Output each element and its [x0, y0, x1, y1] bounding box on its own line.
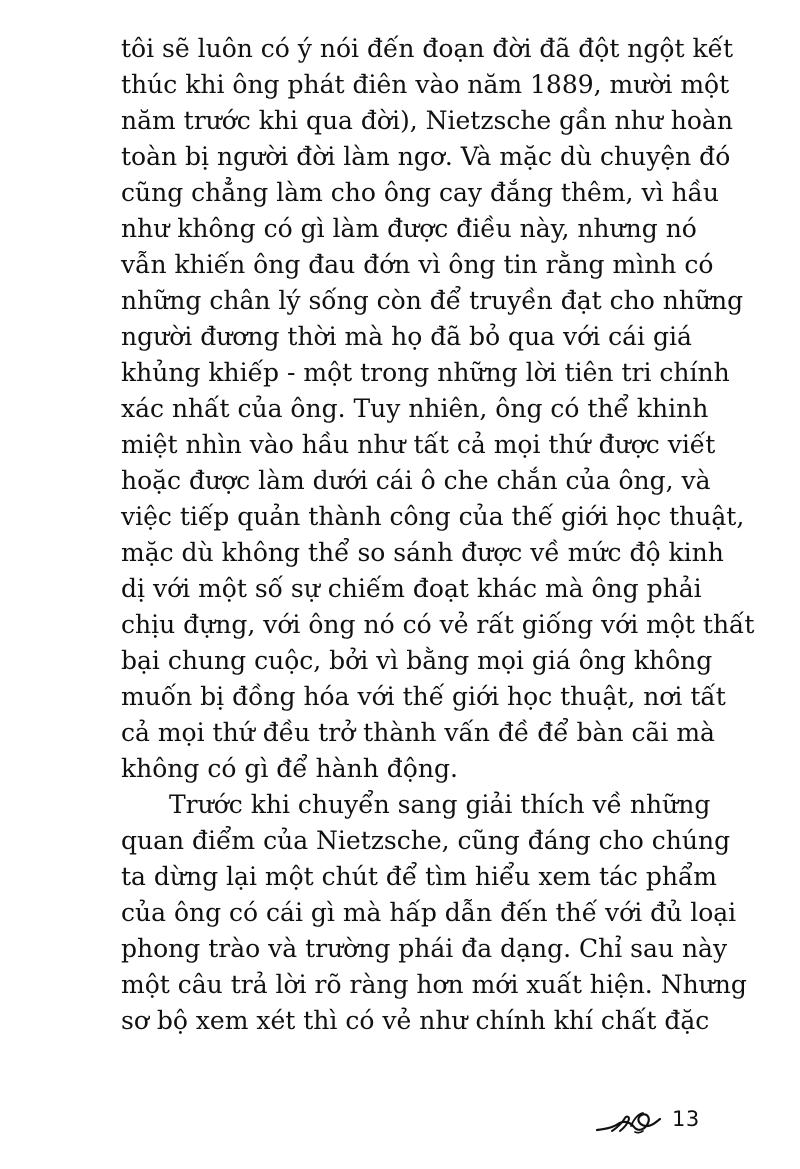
text-line: quan điểm của Nietzsche, cũng đáng cho chúng	[121, 826, 731, 855]
text-line: cả mọi thứ đều trở thành vấn đề để bàn cãi mà	[121, 718, 715, 747]
text-line: cũng chẳng làm cho ông cay đắng thêm, vì hầu	[121, 178, 720, 207]
text-line: tôi sẽ luôn có ý nói đến đoạn đời đã đột ngột kết	[121, 34, 734, 63]
text-line: người đương thời mà họ đã bỏ qua với cái giá	[121, 322, 692, 351]
page-body-text	[121, 31, 755, 1039]
text-line: chịu đựng, với ông nó có vẻ rất giống với một thất	[121, 610, 755, 639]
text-line: xác nhất của ông. Tuy nhiên, ông có thể khinh	[121, 394, 709, 423]
text-line: vẫn khiến ông đau đớn vì ông tin rằng mình có	[121, 250, 714, 279]
text-line: dị với một số sự chiếm đoạt khác mà ông phải	[121, 574, 702, 603]
page-number: 13	[672, 1107, 700, 1131]
page-footer	[594, 1106, 704, 1140]
text-line: bại chung cuộc, bởi vì bằng mọi giá ông không	[121, 646, 713, 675]
text-line: toàn bị người đời làm ngơ. Và mặc dù chuyện đó	[121, 142, 731, 171]
text-line: việc tiếp quản thành công của thế giới học thuật,	[121, 502, 745, 531]
text-line: phong trào và trường phái đa dạng. Chỉ sau này	[121, 934, 728, 963]
text-line-paragraph-end: không có gì để hành động.	[121, 754, 458, 783]
text-line: như không có gì làm được điều này, nhưng nó	[121, 214, 697, 243]
text-line: khủng khiếp - một trong những lời tiên tri chính	[121, 358, 730, 387]
text-line: năm trước khi qua đời), Nietzsche gần như hoàn	[121, 106, 733, 135]
hand-drawn-flourish-icon	[594, 1106, 664, 1138]
text-line: ta dừng lại một chút để tìm hiểu xem tác phẩm	[121, 862, 717, 891]
text-line: miệt nhìn vào hầu như tất cả mọi thứ được viết	[121, 430, 716, 459]
text-line: của ông có cái gì mà hấp dẫn đến thế với đủ loại	[121, 898, 737, 927]
text-line: muốn bị đồng hóa với thế giới học thuật, nơi tất	[121, 682, 726, 711]
text-line: sơ bộ xem xét thì có vẻ như chính khí chất đặc	[121, 1006, 710, 1035]
text-line-paragraph-start: Trước khi chuyển sang giải thích về những	[169, 790, 711, 819]
text-line: hoặc được làm dưới cái ô che chắn của ông, và	[121, 466, 711, 495]
text-line: một câu trả lời rõ ràng hơn mới xuất hiện. Nhưng	[121, 970, 747, 999]
text-line: những chân lý sống còn để truyền đạt cho những	[121, 286, 744, 315]
text-line: thúc khi ông phát điên vào năm 1889, mười một	[121, 70, 730, 99]
text-line: mặc dù không thể so sánh được về mức độ kinh	[121, 538, 724, 567]
